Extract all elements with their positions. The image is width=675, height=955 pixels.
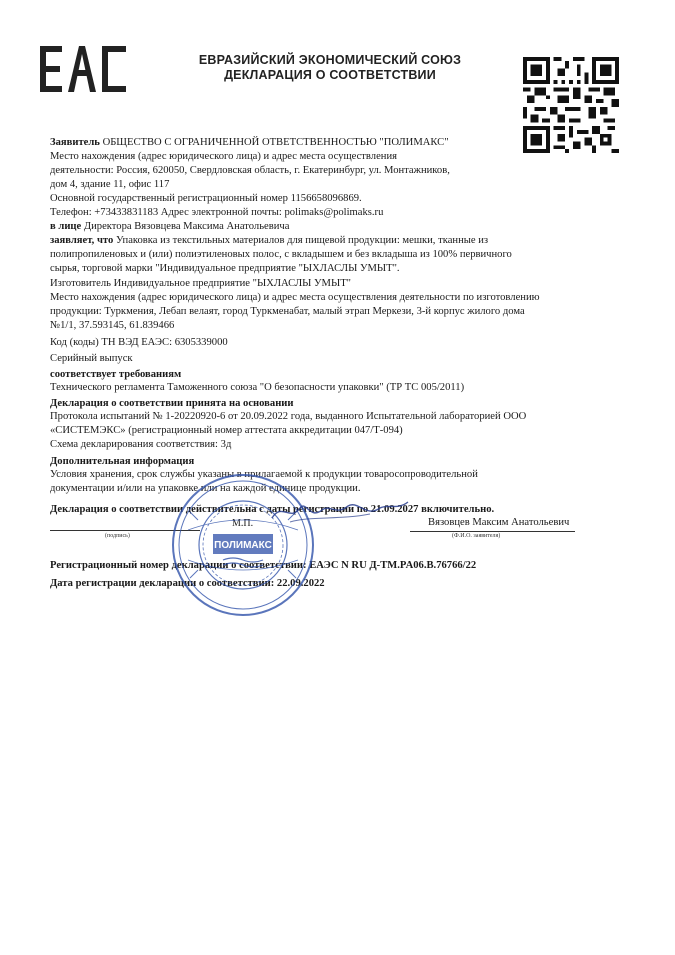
basis-heading: Декларация о соответствии принята на основании [50, 398, 294, 409]
signer-name: Вязовцев Максим Анатольевич [428, 517, 570, 528]
person-line [50, 220, 289, 233]
person-text: Директора Вязовцева Максима Анатольевича [83, 221, 290, 232]
ogrn-line: Основной государственный регистрационный номер 1156658096869. [50, 193, 362, 204]
qr-code [523, 57, 619, 153]
declares-line [50, 234, 488, 247]
signer-line [410, 531, 575, 532]
registration-date: Дата регистрации декларации о соответствии: 22.09.2022 [50, 578, 325, 589]
declares-label: заявляет, что [50, 235, 114, 246]
declares-text: Упаковка из текстильных материалов для пищевой продукции: мешки, тканные из [115, 235, 489, 246]
seal-place-label: М.П. [232, 518, 254, 529]
manufacturer-address-2: продукции: Туркмения, Лебап велаят, город Туркменабат, малый этрап Меркези, 3-й корпус жилого дома [50, 306, 525, 317]
manufacturer-address-1: Место нахождения (адрес юридического лица) и адрес места осуществления деятельности по изготовлению [50, 292, 540, 303]
applicant-address-2: деятельности: Россия, 620050, Свердловская область, г. Екатеринбург, ул. Монтажников, [50, 165, 450, 176]
seal-center-text: ПОЛИМАКС [214, 540, 272, 551]
regulation-line: Технического регламента Таможенного союза "О безопасности упаковки" (ТР ТС 005/2011) [50, 382, 465, 393]
validity-line: Декларация о соответствии действительна с даты регистрации по 21.09.2027 включительно. [50, 504, 495, 515]
handwritten-signature [270, 496, 410, 526]
requirements-heading: соответствует требованиям [50, 369, 182, 380]
fio-caption: (Ф.И.О. заявителя) [452, 533, 501, 539]
contacts-line: Телефон: +73433831183 Адрес электронной почты: polimaks@polimaks.ru [50, 207, 384, 218]
union-title: ЕВРАЗИЙСКИЙ ЭКОНОМИЧЕСКИЙ СОЮЗ [198, 53, 462, 67]
registration-number: Регистрационный номер декларации о соответствии: ЕАЭС N RU Д-TM.PA06.B.76766/22 [50, 560, 477, 571]
applicant-address-1: Место нахождения (адрес юридического лица) и адрес места осуществления [50, 151, 397, 162]
manufacturer-line: Изготовитель Индивидуальное предприятие "ЫХЛАСЛЫ УМЫТ" [50, 278, 352, 289]
scheme-line: Схема декларирования соответствия: 3д [50, 439, 232, 450]
protocol-line-1: Протокола испытаний № 1-20220920-6 от 20.09.2022 года, выданного Испытательной лабораторией ООО [50, 411, 527, 422]
eac-logo [40, 44, 128, 94]
declaration-title: ДЕКЛАРАЦИЯ О СООТВЕТСТВИИ [224, 68, 436, 82]
extra-info-line-1: Условия хранения, срок службы указаны в прилагаемой к продукции товаросопроводительной [50, 469, 478, 480]
manufacturer-address-3: №1/1, 37.593145, 61.839466 [50, 320, 175, 331]
extra-info-heading: Дополнительная информация [50, 456, 195, 467]
applicant-line [50, 136, 449, 149]
tnved-code-line: Код (коды) ТН ВЭД ЕАЭС: 6305339000 [50, 337, 228, 348]
signature-caption: (подпись) [105, 533, 130, 539]
serial-release-line: Серийный выпуск [50, 353, 133, 364]
person-label: в лице [50, 221, 82, 232]
product-line-2: полипропиленовых и (или) полиэтиленовых полос, с вкладышем и без вкладыша из 100% первичного [50, 249, 512, 260]
applicant-name: ОБЩЕСТВО С ОГРАНИЧЕННОЙ ОТВЕТСТВЕННОСТЬЮ "ПОЛИМАКС" [102, 137, 449, 148]
company-seal [168, 470, 318, 620]
product-line-3: сырья, торговой марки "Индивидуальное предприятие "ЫХЛАСЛЫ УМЫТ". [50, 263, 400, 274]
extra-info-line-2: документации и/или на упаковке или на каждой единице продукции. [50, 483, 361, 494]
protocol-line-2: «СИСТЕМЭКС» (регистрационный номер аттестата аккредитации 047/Т-094) [50, 425, 403, 436]
applicant-label: Заявитель [50, 137, 100, 148]
applicant-address-3: дом 4, здание 11, офис 117 [50, 179, 170, 190]
